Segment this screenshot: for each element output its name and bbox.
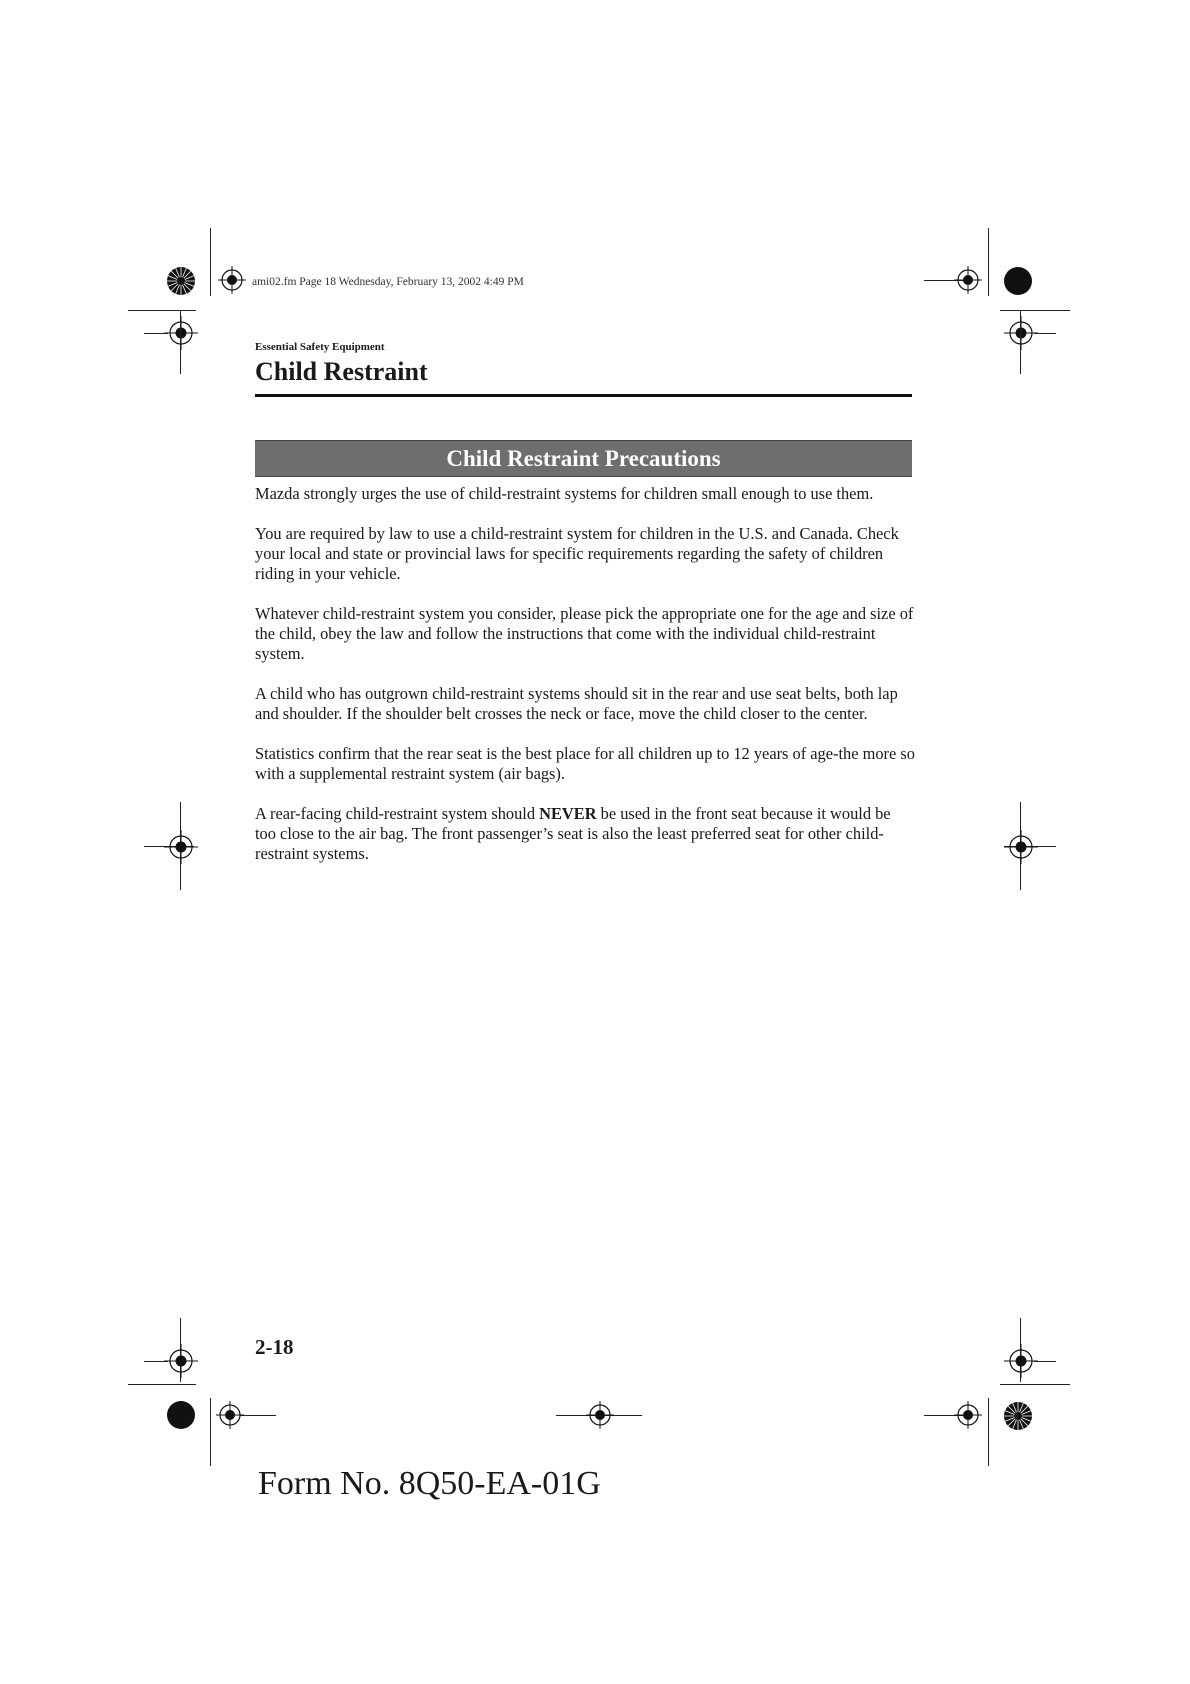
registration-target-icon [586, 1401, 614, 1429]
emphasis-never: NEVER [539, 804, 597, 823]
registration-target-icon [1004, 830, 1038, 864]
crop-mark-line [1034, 333, 1056, 334]
registration-target-icon [218, 266, 246, 294]
registration-target-icon [164, 830, 198, 864]
paragraph: Statistics confirm that the rear seat is the best place for all children up to 12 years of age-the more so with a supplemental restraint system (air bags). [255, 744, 915, 783]
crop-mark-line [144, 333, 168, 334]
crop-mark-line [1000, 1384, 1070, 1385]
registration-target-icon [1004, 1344, 1038, 1378]
form-number: Form No. 8Q50-EA-01G [258, 1465, 601, 1502]
spoked-circle-mark-icon [1002, 1400, 1034, 1432]
crop-mark-line [210, 228, 211, 296]
crop-mark-line [180, 310, 181, 374]
crop-mark-line [1000, 310, 1070, 311]
registration-target-icon [164, 316, 198, 350]
registration-target-icon [1004, 316, 1038, 350]
crop-mark-line [988, 1398, 989, 1466]
registration-target-icon [954, 266, 982, 294]
page-number: 2-18 [255, 1335, 294, 1359]
paragraph [255, 804, 915, 864]
body-text [255, 484, 915, 864]
page-title: Child Restraint [255, 357, 428, 386]
paragraph-text: be used in the front seat because it would be too close to the air bag. The front passenger’s seat is also the least preferred seat for other child-restraint systems. [255, 804, 891, 863]
crop-mark-line [240, 1415, 276, 1416]
crop-mark-line [1020, 310, 1021, 374]
banner-heading: Child Restraint Precautions [446, 445, 721, 471]
crop-mark-line [128, 1384, 196, 1385]
paragraph: You are required by law to use a child-restraint system for children in the U.S. and Canada. Check your local and state or provincial laws for specific requirements regarding the safety of children riding in your vehicle. [255, 524, 899, 583]
registration-target-icon [216, 1401, 244, 1429]
crop-mark-line [988, 228, 989, 296]
spoked-circle-mark-icon [165, 265, 197, 297]
paragraph: A child who has outgrown child-restraint systems should sit in the rear and use seat belts, both lap and shoulder. If the shoulder belt crosses the neck or face, move the child closer to the center. [255, 684, 898, 723]
paragraph-text: A rear-facing child-restraint system should [255, 804, 540, 823]
crop-mark-line [210, 1398, 211, 1466]
file-info-header: ami02.fm Page 18 Wednesday, February 13, 2002 4:49 PM [252, 276, 524, 288]
paragraph: Mazda strongly urges the use of child-restraint systems for children small enough to use them. [255, 484, 874, 503]
paragraph: Whatever child-restraint system you consider, please pick the appropriate one for the age and size of the child, obey the law and follow the instructions that come with the individual child-restraint system. [255, 604, 914, 663]
solid-circle-mark-icon [166, 1400, 196, 1430]
solid-circle-mark-icon [1003, 266, 1033, 296]
section-label: Essential Safety Equipment [255, 341, 385, 353]
title-divider [255, 394, 912, 397]
registration-target-icon [164, 1344, 198, 1378]
precautions-banner [255, 440, 912, 477]
registration-target-icon [954, 1401, 982, 1429]
crop-mark-line [128, 310, 196, 311]
